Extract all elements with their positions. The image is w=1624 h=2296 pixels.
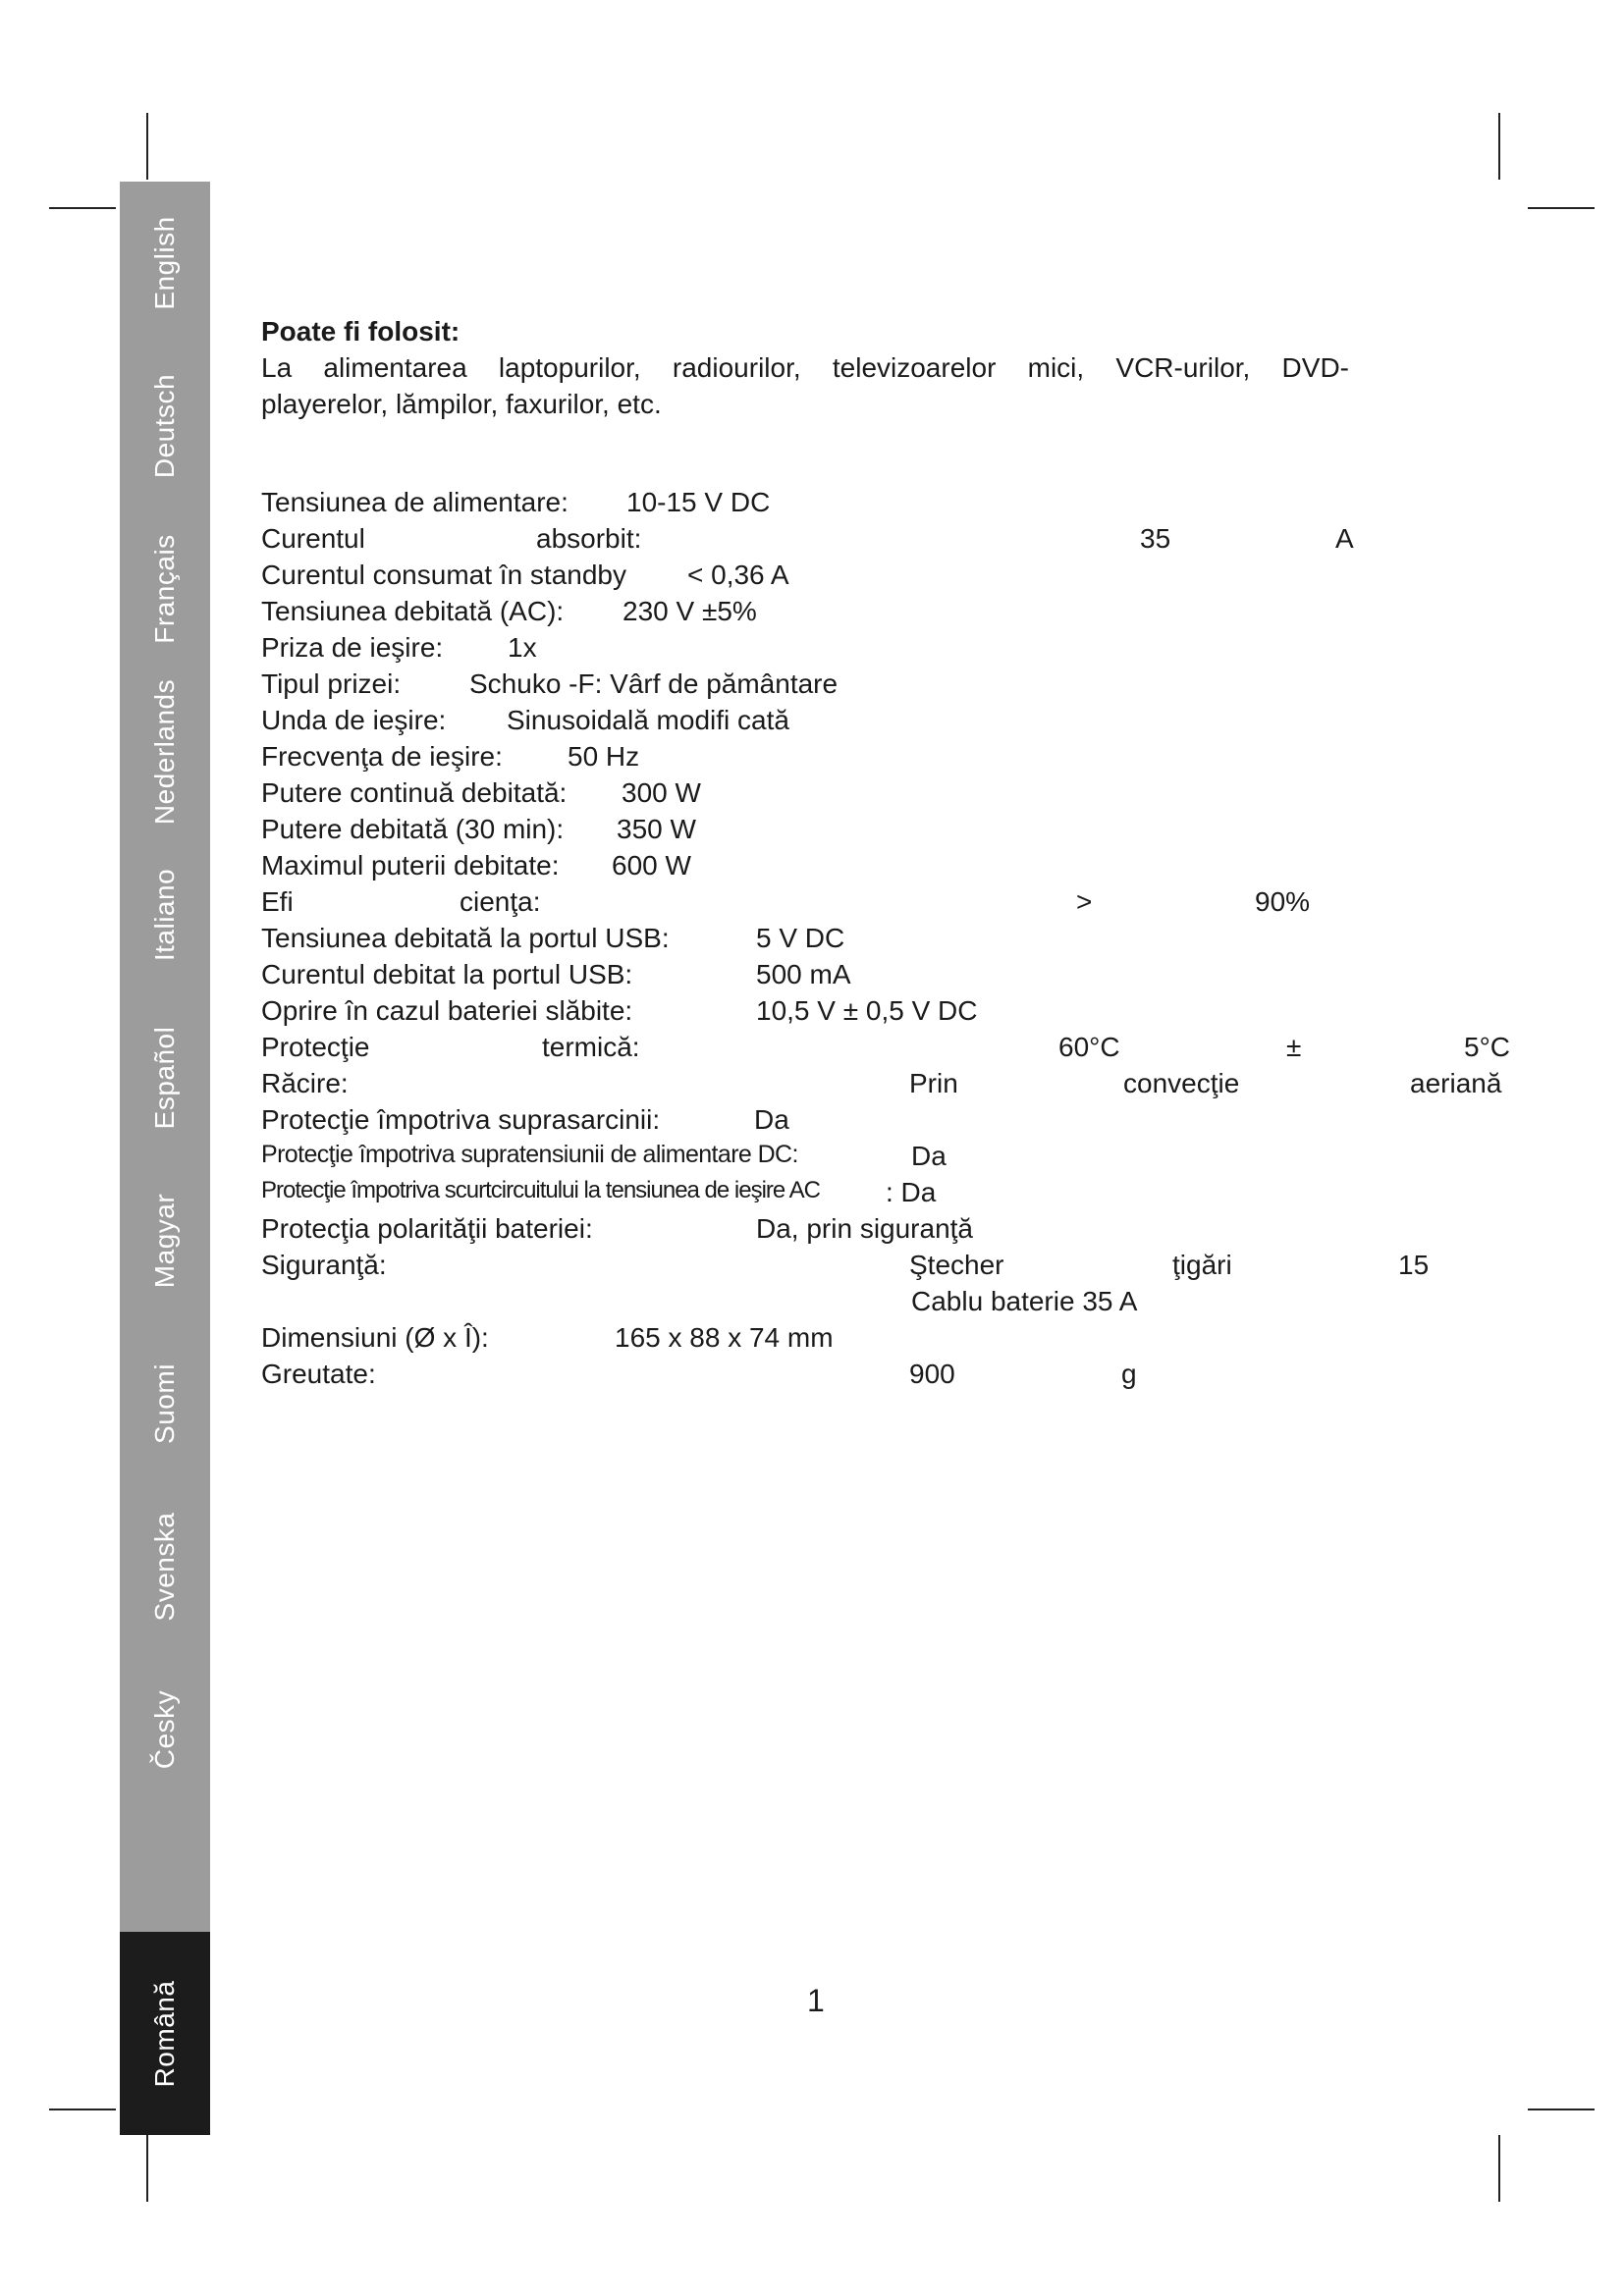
spec-value: 50 Hz	[568, 741, 640, 772]
crop-mark	[146, 2135, 148, 2202]
spec-value: Prin	[909, 1068, 958, 1098]
spec-symbol: >	[1076, 886, 1093, 917]
intro-line: La alimentarea laptopurilor, radiourilor, televizoarelor mici, VCR-urilor, DVD-	[261, 352, 1349, 383]
spec-label: Greutate:	[261, 1359, 376, 1389]
spec-label: Protecţie împotriva suprasarcinii:	[261, 1104, 661, 1135]
spec-value: Da	[754, 1104, 789, 1135]
spec-value: 5°C	[1464, 1032, 1510, 1062]
spec-value: convecţie	[1123, 1068, 1240, 1098]
spec-value: 350 W	[617, 814, 696, 844]
crop-mark	[1528, 207, 1595, 209]
spec-label: Răcire:	[261, 1068, 349, 1098]
crop-mark	[1528, 2109, 1595, 2110]
spec-value: 500 mA	[756, 959, 851, 989]
spec-value: 300 W	[622, 777, 701, 808]
spec-value: 165 x 88 x 74 mm	[615, 1322, 834, 1353]
spec-value: 5 V DC	[756, 923, 845, 953]
lang-tab-magyar[interactable]: Magyar	[149, 1193, 180, 1289]
lang-tab-deutsch[interactable]: Deutsch	[149, 373, 180, 479]
spec-unit: g	[1121, 1359, 1137, 1389]
crop-mark	[1498, 2135, 1500, 2202]
lang-tab-suomi[interactable]: Suomi	[149, 1363, 180, 1444]
spec-label: Putere debitată (30 min):	[261, 814, 565, 844]
spec-value: 600 W	[612, 850, 691, 881]
page-number: 1	[807, 1983, 825, 2018]
intro-line: playerelor, lămpilor, faxurilor, etc.	[261, 389, 662, 419]
spec-unit: A	[1335, 523, 1354, 554]
section-heading: Poate fi folosit:	[261, 316, 460, 347]
spec-label: Efi	[261, 886, 294, 917]
spec-value: Sinusoidală modifi cată	[507, 705, 789, 735]
lang-tab-italiano[interactable]: Italiano	[149, 868, 180, 962]
spec-value: Da	[911, 1141, 947, 1171]
spec-label: Priza de ieşire:	[261, 632, 444, 663]
spec-value: 1x	[508, 632, 537, 663]
spec-value: 10,5 V ± 0,5 V DC	[756, 995, 978, 1026]
spec-label: termică:	[542, 1032, 640, 1062]
spec-value: 10-15 V DC	[626, 487, 771, 517]
crop-mark	[49, 207, 116, 209]
spec-label: Protecţie împotriva scurtcircuitului la tensiunea de ieşire AC	[261, 1177, 820, 1203]
lang-tab-romana[interactable]: Română	[120, 1932, 210, 2135]
crop-mark	[49, 2109, 116, 2110]
language-sidebar	[120, 182, 210, 2135]
lang-tab-cesky[interactable]: Česky	[149, 1689, 180, 1770]
spec-label: absorbit:	[536, 523, 642, 554]
spec-label: Tensiunea de alimentare:	[261, 487, 568, 517]
spec-value: ţigări	[1172, 1250, 1232, 1280]
spec-label: Oprire în cazul bateriei slăbite:	[261, 995, 633, 1026]
spec-label: Protecţie	[261, 1032, 370, 1062]
spec-value: : Da	[886, 1177, 937, 1207]
spec-value: aeriană	[1410, 1068, 1502, 1098]
lang-tab-francais[interactable]: Français	[149, 534, 180, 644]
spec-value: Cablu baterie 35 A	[911, 1286, 1138, 1316]
crop-mark	[1498, 113, 1500, 180]
lang-tab-svenska[interactable]: Svenska	[149, 1512, 180, 1622]
spec-label: Dimensiuni (Ø x Î):	[261, 1322, 489, 1353]
spec-label: Tensiunea debitată la portul USB:	[261, 923, 670, 953]
spec-label: Tipul prizei:	[261, 668, 402, 699]
spec-value: Ştecher	[909, 1250, 1004, 1280]
spec-label: Maximul puterii debitate:	[261, 850, 560, 881]
spec-value: 35	[1140, 523, 1171, 554]
spec-value: 900	[909, 1359, 955, 1389]
spec-label: Protecţie împotriva supratensiunii de alimentare DC:	[261, 1141, 798, 1168]
lang-tab-english[interactable]: English	[149, 216, 180, 310]
spec-value: Da, prin siguranţă	[756, 1213, 974, 1244]
spec-label: Siguranţă:	[261, 1250, 387, 1280]
spec-label: Curentul	[261, 523, 365, 554]
lang-tab-nederlands[interactable]: Nederlands	[149, 678, 180, 826]
spec-label: Curentul consumat în standby	[261, 560, 626, 590]
spec-symbol: ±	[1286, 1032, 1302, 1062]
spec-value: 15	[1398, 1250, 1430, 1280]
spec-value: 60°C	[1058, 1032, 1120, 1062]
spec-value: < 0,36 A	[687, 560, 789, 590]
spec-label: Curentul debitat la portul USB:	[261, 959, 633, 989]
spec-label: Protecţia polarităţii bateriei:	[261, 1213, 593, 1244]
spec-label: Putere continuă debitată:	[261, 777, 568, 808]
crop-mark	[146, 113, 148, 180]
spec-value: Schuko -F: Vârf de pământare	[469, 668, 839, 699]
lang-tab-espanol[interactable]: Español	[149, 1026, 180, 1130]
intro-paragraph	[261, 349, 1349, 422]
spec-value: 90%	[1255, 886, 1311, 917]
spec-label: Unda de ieşire:	[261, 705, 447, 735]
spec-label: Tensiunea debitată (AC):	[261, 596, 565, 626]
spec-label: cienţa:	[460, 886, 541, 917]
spec-label: Frecvenţa de ieşire:	[261, 741, 503, 772]
spec-value: 230 V ±5%	[623, 596, 757, 626]
